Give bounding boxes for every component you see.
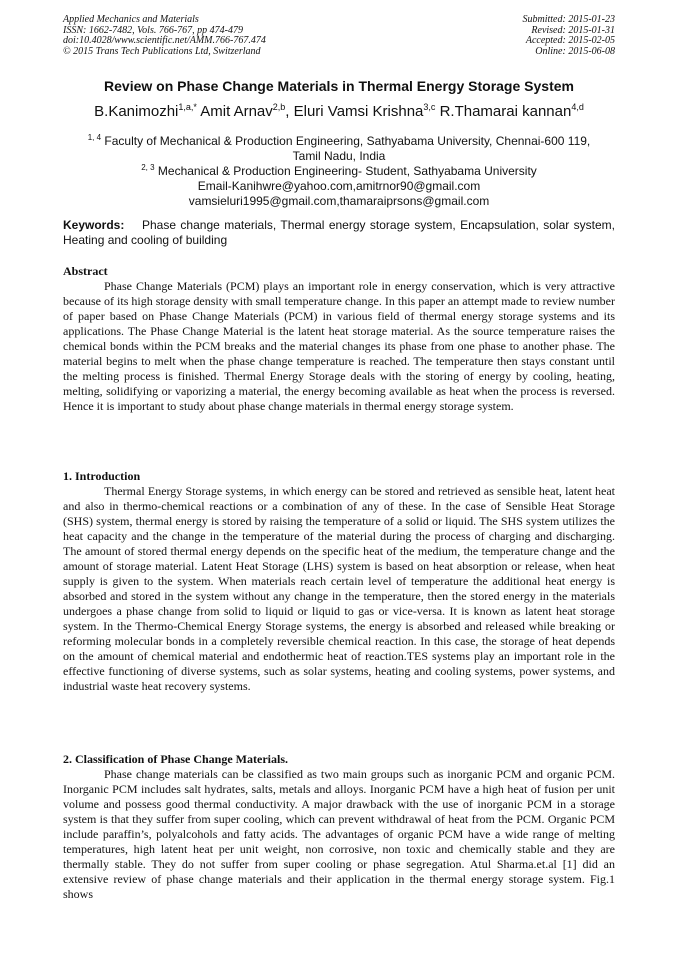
paper-title: Review on Phase Change Materials in Thermal Energy Storage System [104,78,574,94]
author-superscript: 3,c [423,102,436,112]
section-heading: 2. Classification of Phase Change Materials. [63,752,288,766]
author-list [0,102,678,120]
email-line: Email-Kanihwre@yahoo.com,amitrnor90@gmail.com [197,179,481,193]
accepted-date: Accepted: 2015-02-05 [525,35,615,46]
submitted-date: Submitted: 2015-01-23 [522,14,615,25]
issn-line: ISSN: 1662-7482, Vols. 766-767, pp 474-479 [63,24,243,36]
section-heading: 1. Introduction [63,469,141,483]
affiliation-2 [63,160,615,209]
affiliation-1 [63,130,615,164]
author-separator: , [285,103,294,120]
author-name: R.Thamarai kannan [439,103,572,120]
journal-name: Applied Mechanics and Materials [63,14,199,25]
section-heading: Abstract [63,264,108,278]
affiliation-text: Tamil Nadu, India [292,149,386,163]
introduction-section [63,469,615,694]
author-name: B.Kanimozhi [94,103,179,120]
doi-line: doi:10.4028/www.scientific.net/AMM.766-767.474 [63,35,266,46]
affiliation-superscript: 2, 3 [141,163,155,172]
abstract-section [63,264,615,414]
affiliation-text: Faculty of Mechanical & Production Engineering, Sathyabama University, Chennai-600 119, [104,134,591,148]
author-name: Eluri Vamsi Krishna [293,103,424,120]
classification-section [63,752,615,902]
author-superscript: 1,a,* [178,102,197,112]
introduction-paragraph: Thermal Energy Storage systems, in which energy can be stored and retrieved as sensible heat, latent heat and also in thermo-chemical reactions or a combination of any of these. In the case of Sensible Heat Storage (SHS) system, thermal energy is stored by raising the temperature of a solid or liquid. The SHS system utilizes the heat capacity and the change in the temperature of the material during the process of charging and discharging. The amount of stored thermal energy depends on the specific heat of the medium, the temperature change and the amount of storage material. Latent Heat Storage (LHS) system is based on heat absorption or release, when heat supply is given to the system. When materials reach certain level of temperature the additional heat energy is absorbed and stored in the system without any change in the temperature, then the stored energy in the materials undergoes a phase change from solid to liquid or liquid to gas or vice-versa. It is known as latent heat storage system. In the Thermo-Chemical Energy Storage systems, the energy is absorbed and released while breaking or reforming molecular bonds in a completely reversible chemical reaction. In this case, the storage of heat depends on the amount of chemical material and endothermic heat of reaction.TES systems play an important role in the effective functioning of diverse systems, such as solar systems, heating and cooling systems, power systems, and industrial waste heat recovery systems. [63,484,615,693]
classification-paragraph: Phase change materials can be classified as two main groups such as inorganic PCM and organic PCM. Inorganic PCM includes salt hydrates, salts, metals and alloys. Inorganic PCM have a high heat of fusion per unit volume and possess good thermal conductivity. A major drawback with the use of inorganic PCM in a storage system is that they suffer from super cooling, which can prevent withdrawal of heat from the PCM. Organic PCM include paraffin’s, polyalcohols and fatty acids. The advantages of organic PCM have a wide range of melting temperatures, high latent heat per unit weight, non corrosive, non toxic and chemically stable and they are thermally stable. They do not suffer from super cooling or phase segregation. Atul Sharma.et.al [1] did an extensive review of phase change materials and their application in the thermal energy storage system. Fig.1 shows [63,767,615,901]
email-line: vamsieluri1995@gmail.com,thamaraiprsons@gmail.com [188,194,490,208]
affiliation-text: Mechanical & Production Engineering- Student, Sathyabama University [157,164,537,178]
journal-header [63,15,615,57]
keywords-text: Phase change materials, Thermal energy storage system, Encapsulation, solar system, Heating and cooling of building [63,218,615,247]
author-superscript: 2,b [272,102,286,112]
copyright-line: © 2015 Trans Tech Publications Ltd, Switzerland [63,45,261,57]
online-date: Online: 2015-06-08 [535,45,615,57]
author-superscript: 4,d [571,102,584,112]
author-name: Amit Arnav [200,103,273,120]
keywords-block [63,218,615,248]
abstract-paragraph: Phase Change Materials (PCM) plays an important role in energy conservation, which is very attractive because of its high storage density with small temperature change. In this paper an attempt made to review number of paper based on Phase Change Materials (PCM) in various field of thermal energy storage systems and its applications. The Phase Change Material is the latent heat storage material. As the source temperature raises the chemical bonds within the PCM breaks and the material changes its phase from one phase to another phase. The material begins to melt when the phase change temperature is reached. The temperature then stays constant until the melting process is finished. Thermal Energy Storage deals with the storing of energy by cooling, heating, melting, solidifying or vaporizing a material, the energy becoming available as heat when the process is reversed. Hence it is important to study about phase change materials in thermal energy storage system. [63,279,615,413]
affiliation-superscript: 1, 4 [87,133,102,142]
keywords-label: Keywords: [63,218,125,232]
revised-date: Revised: 2015-01-31 [531,24,615,36]
